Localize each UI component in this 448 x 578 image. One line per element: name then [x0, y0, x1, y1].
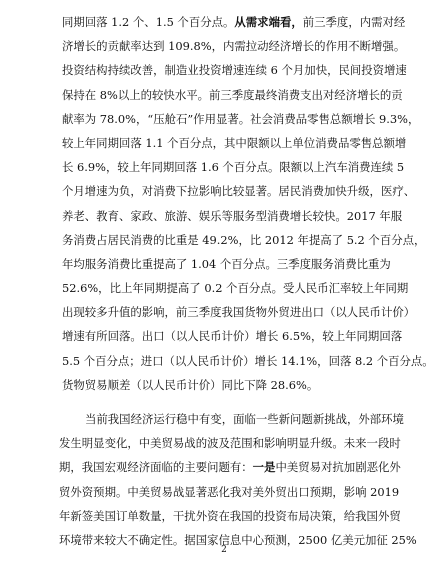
text-line: 年均服务消费比重提高了 1.04 个百分点。三季度服务消费比重为: [62, 256, 391, 271]
text-line: 务消费占居民消费的比重是 49.2%，比 2012 年提高了 5.2 个百分点，: [62, 232, 426, 247]
text-line: 贸外资预期。中美贸易战显著恶化我对美外贸出口预期，影响 2019: [59, 484, 400, 499]
text-line: 投资结构持续改善，制造业投资增速连续 6 个月加快，民间投资增速: [62, 63, 407, 78]
text-line: 环境带来较大不确定性。据国家信息中心预测，2500 亿美元加征 25%: [59, 532, 417, 547]
text-line: 同期回落 1.2 个、1.5 个百分点。从需求端看，前三季度，内需对经: [62, 15, 406, 29]
text-line: 个月增速为负，对消费下拉影响比较显著。居民消费加快升级，医疗、: [62, 184, 416, 199]
paragraph-spacer: [62, 397, 389, 407]
text-line: 长 6.9%，较上年同期回落 1.6 个百分点。限额以上汽车消费连续 5: [62, 160, 405, 175]
page-number: 2: [221, 545, 227, 555]
emphasis-first-point: 一是: [252, 460, 276, 475]
emphasis-demand-side: 从需求端看，: [234, 15, 303, 29]
body-text: [59, 10, 434, 552]
text-line: 济增长的贡献率达到 109.8%，内需拉动经济增长的作用不断增强。: [62, 39, 406, 54]
text-line: 献率为 78.0%，“压舱石”作用显著。社会消费品零售总额增长 9.3%，: [62, 111, 420, 126]
text-line: 发生明显变化，中美贸易战的波及范围和影响明显升级。未来一段时: [59, 436, 401, 451]
text-line: 年新签美国订单数量，干扰外资在我国的投资布局决策，给我国外贸: [59, 508, 401, 523]
text-line: 养老、教育、家政、旅游、娱乐等服务型消费增长较快。2017 年服: [62, 208, 403, 223]
paragraph-economic-data: [62, 10, 434, 397]
text-line: 期，我国宏观经济面临的主要问题有：一是中美贸易对抗加剧恶化外: [59, 460, 401, 475]
text-line: 增速有所回落。出口（以人民币计价）增长 6.5%，较上年同期回落: [62, 329, 403, 344]
text-line: 保持在 8%以上的较快水平。前三季度最终消费支出对经济增长的贡: [62, 87, 403, 102]
text-line: 货物贸易顺差（以人民币计价）同比下降 28.6%。: [62, 377, 319, 392]
text-line: 较上年同期回落 1.1 个百分点，其中限额以上单位消费品零售总额增: [62, 135, 407, 150]
text-line: 52.6%，比上年同期提高了 0.2 个百分点。受人民币汇率较上年同期: [62, 281, 409, 296]
text-line: 当前我国经济运行稳中有变，面临一些新问题新挑战，外部环境: [85, 412, 404, 426]
paragraph-challenges: [59, 407, 417, 552]
text-line: 5.5 个百分点；进口（以人民币计价）增长 14.1%，回落 8.2 个百分点。: [62, 353, 434, 368]
text-line: 出现较多升值的影响，前三季度我国货物外贸进出口（以人民币计价）: [62, 305, 416, 320]
